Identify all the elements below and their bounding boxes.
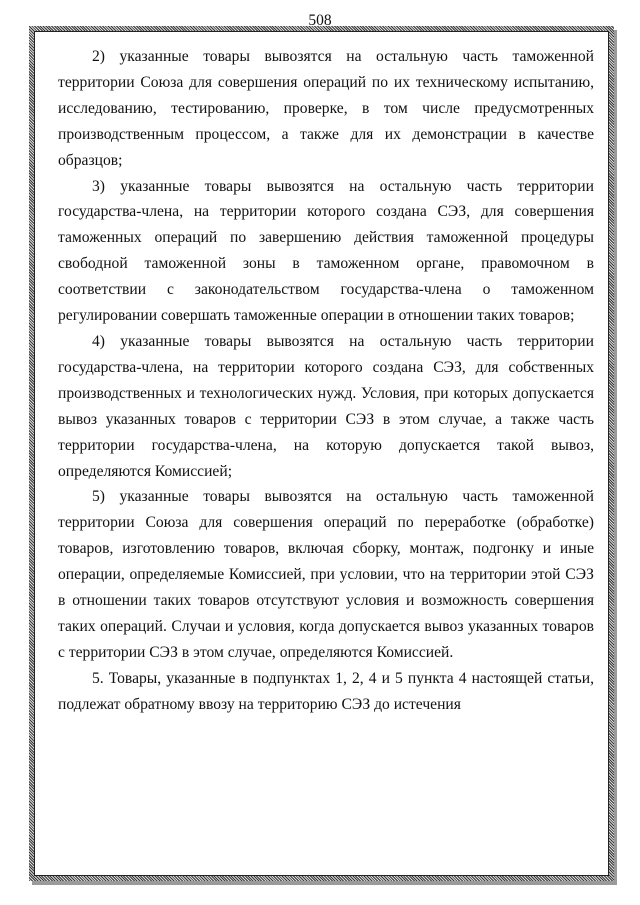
paragraph-item-5: 5. Товары, указанные в подпунктах 1, 2, 4 и 5 пункта 4 настоящей статьи, подлежат обратному ввозу на территорию СЭЗ до истечения <box>58 669 594 713</box>
paragraph-subitem-5: 5) указанные товары вывозятся на остальную часть таможенной территории Союза для совершения операций по переработке (обработке) товаров, изготовлению товаров, включая сборку, монтаж, подгонку и иные операции, определяемые Комиссией, при условии, что на территории этой СЭЗ в отношении таких товаров отсутствуют условия и возможность совершения таких операций. Случаи и условия, когда допускается вывоз указанных товаров с территории СЭЗ в этом случае, определяются Комиссией. <box>58 488 594 661</box>
paragraph-subitem-3: 3) указанные товары вывозятся на остальную часть территории государства-члена, на территории которого создана СЭЗ, для совершения таможенных операций по завершению действия таможенной процедуры свободной таможенной зоны в таможенном органе, правомочном в соответствии с законодательством государства-члена о таможенном регулировании совершать таможенные операции в отношении таких товаров; <box>58 177 594 325</box>
document-body <box>58 44 594 718</box>
paragraph-subitem-4: 4) указанные товары вывозятся на остальную часть территории государства-члена, на территории которого создана СЭЗ, для собственных производственных и технологических нужд. Условия, при которых допускается вывоз указанных товаров с территории СЭЗ в этом случае, а также часть территории государства-члена, на которую допускается такой вывоз, определяются Комиссией; <box>58 332 594 480</box>
page-number: 508 <box>308 12 332 29</box>
paragraph-subitem-2: 2) указанные товары вывозятся на остальную часть таможенной территории Союза для совершения операций по их техническому испытанию, исследованию, тестированию, проверке, в том числе предусмотренных производственным процессом, а также для их демонстрации в качестве образцов; <box>58 48 594 169</box>
